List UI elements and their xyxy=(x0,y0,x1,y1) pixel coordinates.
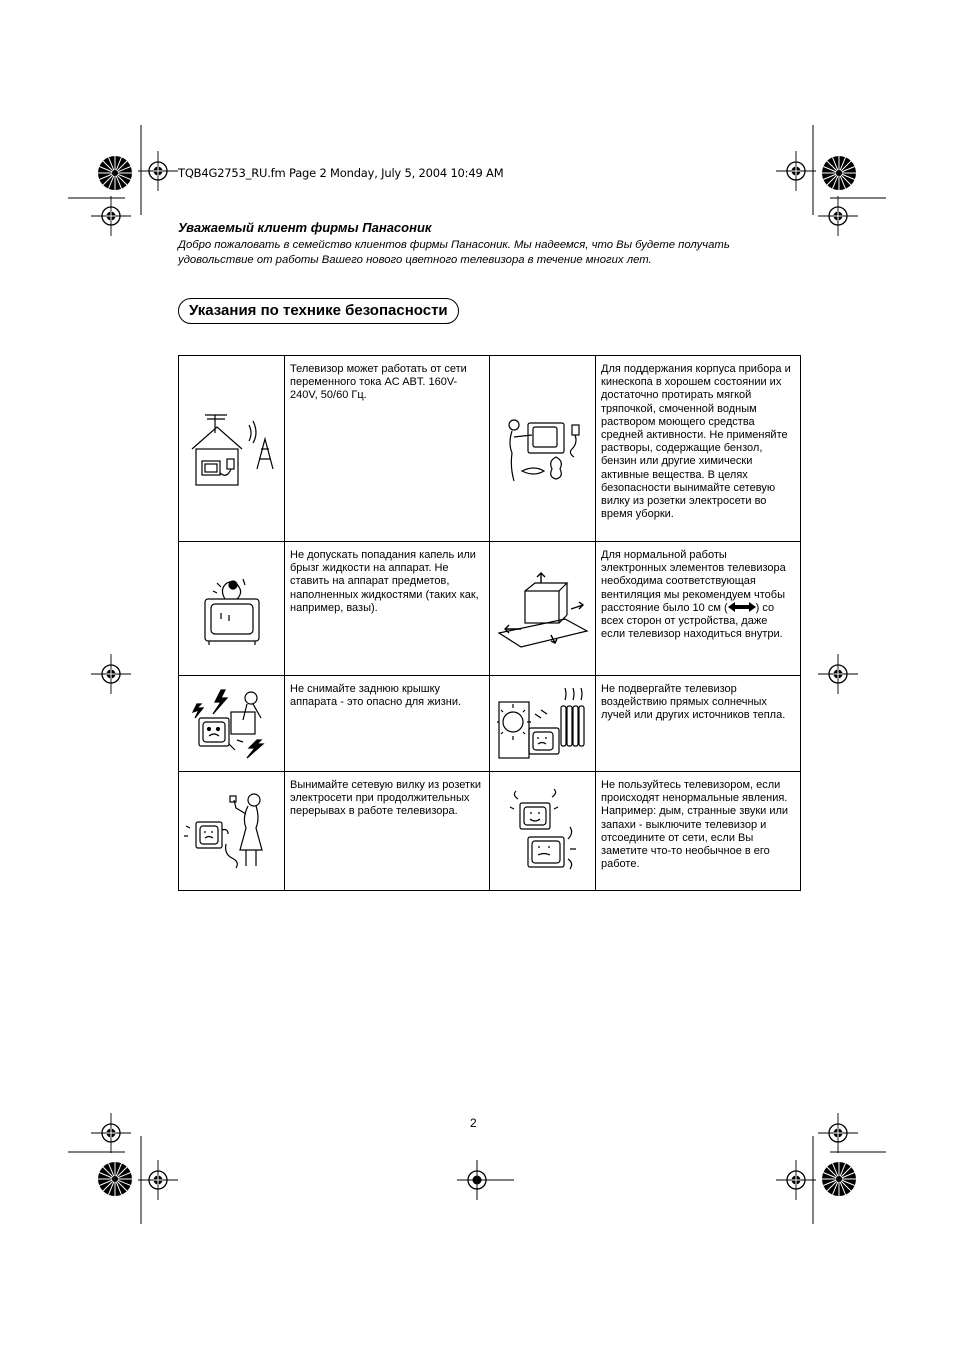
instruction-back-cover: Не снимайте заднюю крышку аппарата - это опасно для жизни. xyxy=(285,676,490,772)
greeting-line-2: удовольствие от работы Вашего нового цветного телевизора в течение многих лет. xyxy=(178,254,652,266)
cleaning-tv-icon xyxy=(490,356,596,542)
antenna-house-icon xyxy=(179,356,285,542)
table-row xyxy=(179,542,801,676)
instruction-heat-sources: Не подвергайте телевизор воздействию прямых солнечных лучей или других источников тепла. xyxy=(596,676,801,772)
smoking-tv-icon xyxy=(490,772,596,891)
instruction-ventilation xyxy=(596,542,801,676)
table-row xyxy=(179,356,801,542)
instruction-liquids: Не допускать попадания капель или брызг жидкости на аппарат. Не ставить на аппарат предметов, наполненных жидкостями (таких как, например, вазы). xyxy=(285,542,490,676)
greeting-body xyxy=(178,238,778,268)
ventilation-text-end: ) со всех сторон от устройства, даже если телевизор находиться внутри. xyxy=(601,601,783,641)
table-row xyxy=(179,772,801,891)
instruction-cleaning: Для поддержания корпуса прибора и кинескопа в хорошем состоянии их достаточно протирать мягкой тряпочкой, смоченной водным раствором моющего средства средней активности. Не применяйте растворы, содержащие бензол, бензин или другие химически активные вещества. В целях безопасности вынимайте сетевую вилку из розетки электросети во время уборки. xyxy=(596,356,801,542)
greeting-title: Уважаемый клиент фирмы Панасоник xyxy=(178,220,432,235)
instruction-power-supply: Телевизор может работать от сети переменного тока AC ABT. 160V-240V, 50/60 Гц. xyxy=(285,356,490,542)
unplug-tv-icon xyxy=(179,772,285,891)
instruction-unplug: Вынимайте сетевую вилку из розетки электросети при продолжительных перерывах в работе телевизора. xyxy=(285,772,490,891)
greeting-line-1: Добро пожаловать в семейство клиентов фирмы Панасоник. Мы надеемся, что Вы будете получать xyxy=(178,239,730,251)
safety-instructions-table xyxy=(178,355,801,891)
file-header-line: TQB4G2753_RU.fm Page 2 Monday, July 5, 2004 10:49 AM xyxy=(178,166,504,180)
table-row xyxy=(179,676,801,772)
ventilation-text-start: Для нормальной работы электронных элементов телевизора необходима соответствующая вентиляция мы рекомендуем чтобы расстояние было 10 см ( xyxy=(601,549,786,614)
shock-hazard-icon xyxy=(179,676,285,772)
double-arrow-icon xyxy=(728,602,756,612)
sun-heater-icon xyxy=(490,676,596,772)
page-number: 2 xyxy=(470,1116,477,1130)
ventilation-tv-icon xyxy=(490,542,596,676)
instruction-abnormal-events: Не пользуйтесь телевизором, если происходят ненормальные явления. Например: дым, странные звуки или запахи - выключите телевизор и отсоедините от сети, если Вы заметите что-то необычное в его работе. xyxy=(596,772,801,891)
section-title: Указания по технике безопасности xyxy=(178,298,459,324)
vase-on-tv-icon xyxy=(179,542,285,676)
